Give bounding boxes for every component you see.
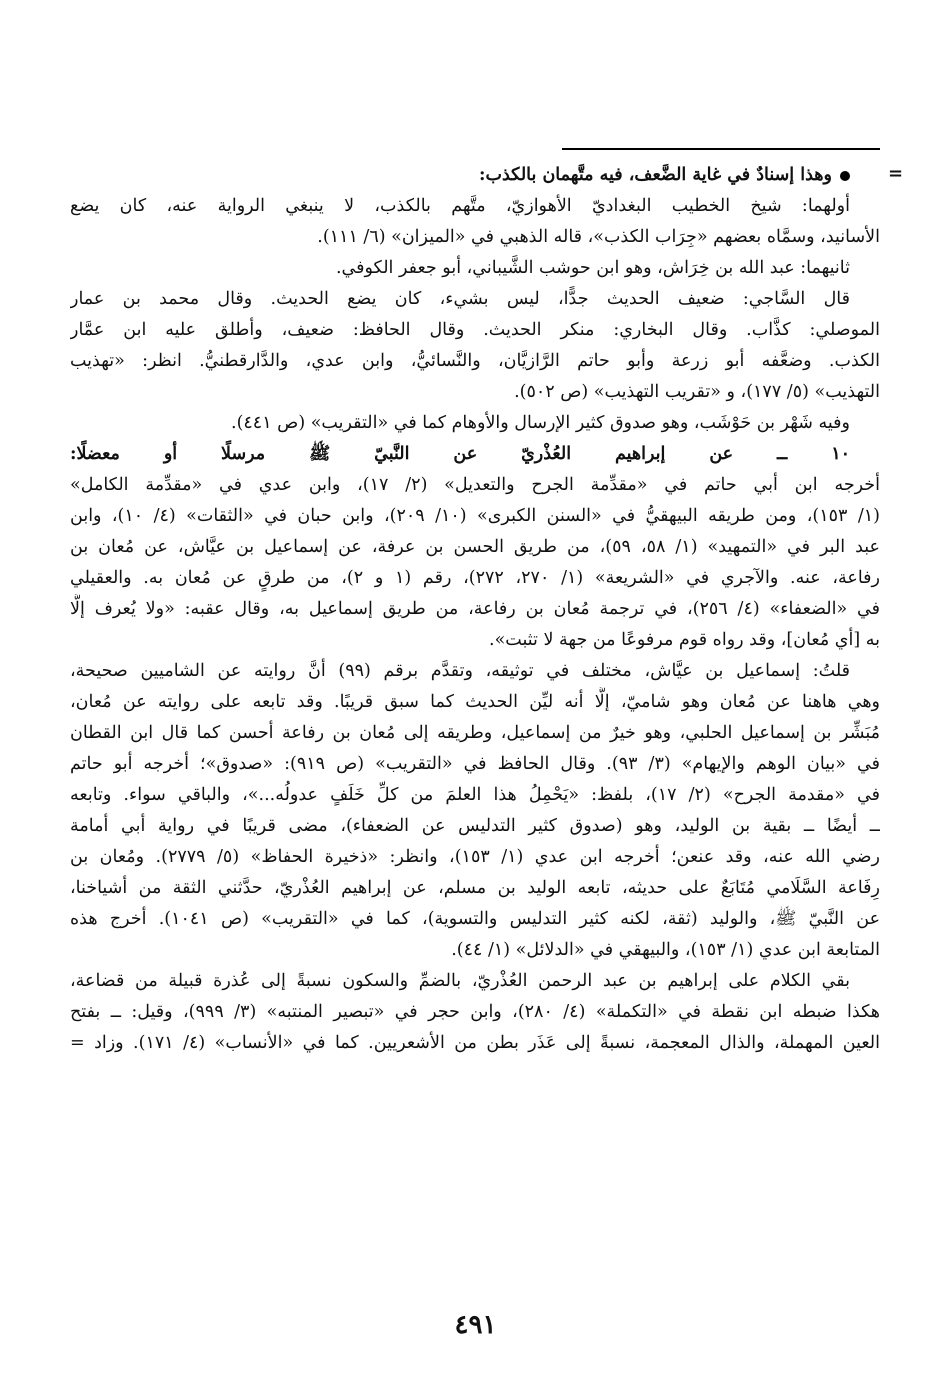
text-line: العين المهملة، والذال المعجمة، نسبةً إلى عَذَر بطن من الأشعريين. كما في «الأنساب» (٤/ ١٧١). وزاد = <box>70 1033 880 1053</box>
text-line: المتابعة ابن عدي (١/ ١٥٣)، والبيهقي في «الدلائل» (١/ ٤٤). <box>451 940 880 960</box>
text-line: رضي الله عنه، وقد عنعن؛ أخرجه ابن عدي (١/ ١٥٣)، وانظر: «ذخيرة الحفاظ» (٥/ ٢٧٧٩). ومُعان بن <box>70 847 880 867</box>
continuation-mark: = <box>888 163 904 184</box>
text-line: أخرجه ابن أبي حاتم في «مقدِّمة الجرح والتعديل» (٢/ ١٧)، وابن عدي في «مقدِّمة الكامل» <box>70 475 880 495</box>
text-line: في «بيان الوهم والإيهام» (٣/ ٩٣). وقال الحافظ في «التقريب» (ص ٩١٩): «صدوق»؛ أخرجه أبو حاتم <box>70 754 880 774</box>
text-line: التهذيب» (٥/ ١٧٧)، و «تقريب التهذيب» (ص ٥٠٢). <box>514 382 880 402</box>
text-line: قال السَّاجي: ضعيف الحديث جدًّا، ليس بشيء، كان يضع الحديث. وقال محمد بن عمار <box>70 289 850 309</box>
text-line: رفاعة، عنه. والآجري في «الشريعة» (١/ ٢٧٠، ٢٧٢)، رقم (١ و ٢)، من طرقٍ عن مُعان به. والعقيلي <box>70 568 880 588</box>
bullet-icon <box>840 171 850 181</box>
footnote-separator-rule <box>562 148 880 150</box>
text-line: وهذا إسنادٌ في غاية الضَّعف، فيه متَّهمان بالكذب: <box>70 160 880 191</box>
text-line: مُبَشِّر بن إسماعيل الحلبي، وهو خيرٌ من إسماعيل، وطريقه إلى مُعان بن رفاعة أحسن كما قال ابن القطان <box>70 723 880 743</box>
text-line: رِفَاعة السَّلَامي مُتَابَعٌ على حديثه، تابعه الوليد بن مسلم، عن إبراهيم العُذْريّ، حدَّثني الثقة من أشياخنا، <box>70 878 880 898</box>
page-number: ٤٩١ <box>454 1310 497 1340</box>
footnote-text-block <box>70 160 880 1059</box>
text-line: عبد البر في «التمهيد» (١/ ٥٨، ٥٩)، من طريق الحسن بن عرفة، عن إسماعيل بن عيَّاش، عن مُعان بن <box>70 537 880 557</box>
text-line: به [أي مُعان]، وقد رواه قوم مرفوعًا من جهة لا تثبت». <box>489 630 880 650</box>
text-line: أولهما: شيخ الخطيب البغداديّ الأهوازيّ، متَّهم بالكذب، لا ينبغي الرواية عنه، كان يضع <box>70 196 850 216</box>
text-line: (١/ ١٥٣)، ومن طريقه البيهقيُّ في «السنن الكبرى» (١٠/ ٢٠٩)، وابن حبان في «الثقات» (٤/ ١٠)، وابن <box>70 506 880 526</box>
text-line: وهي هاهنا عن مُعان وهو شاميّ، إلَّا أنه ليِّن الحديث كما سبق قريبًا. وقد تابعه على روايته عن مُعان، <box>70 692 880 712</box>
text-line: ثانيهما: عبد الله بن خِرَاش، وهو ابن حوشب الشَّيباني، أبو جعفر الكوفي. <box>335 258 850 278</box>
text-line: ١٠ ــ عن إبراهيم العُذْريّ عن النَّبيّ ﷺ مرسلًا أو معضلًا: <box>70 444 850 464</box>
text-line: وفيه شَهْر بن حَوْشَب، وهو صدوق كثير الإرسال والأوهام كما في «التقريب» (ص ٤٤١). <box>231 413 850 433</box>
text-line: الموصلي: كذَّاب. وقال البخاري: منكر الحديث. وقال الحافظ: ضعيف، وأطلق عليه ابن عمَّار <box>70 320 880 340</box>
text-line: الكذب. وضعَّفه أبو زرعة وأبو حاتم الرَّازيَّان، والنَّسائيُّ، وابن عدي، والدَّارقطنيُّ. انظر: «تهذيب <box>70 351 880 371</box>
text-line: عن النَّبيّ ﷺ، والوليد (ثقة، لكنه كثير التدليس والتسوية)، كما في «التقريب» (ص ١٠٤١). أخرج هذه <box>70 909 880 929</box>
text-line: ــ أيضًا ــ بقية بن الوليد، وهو (صدوق كثير التدليس عن الضعفاء)، مضى قريبًا في رواية أبي أمامة <box>70 816 880 836</box>
text-line: هكذا ضبطه ابن نقطة في «التكملة» (٤/ ٢٨٠)، وابن حجر في «تبصير المنتبه» (٣/ ٩٩٩)، وقيل: ــ بفتح <box>70 1002 880 1022</box>
text-line: بقي الكلام على إبراهيم بن عبد الرحمن العُذْريّ، بالضمِّ والسكون نسبةً إلى عُذرة قبيلة من قضاعة، <box>70 971 850 991</box>
text-line: الأسانيد، وسمَّاه بعضهم «جِرَاب الكذب»، قاله الذهبي في «الميزان» (٦/ ١١١). <box>317 227 880 247</box>
text-line: قلتُ: إسماعيل بن عيَّاش، مختلف في توثيقه، وتقدَّم برقم (٩٩) أنَّ روايته عن الشاميين صحيحة، <box>70 661 850 681</box>
text-line: في «الضعفاء» (٤/ ٢٥٦)، في ترجمة مُعان بن رفاعة، من طريق إسماعيل به، وقال عقبه: «ولا يُعرف إلَّا <box>70 599 880 619</box>
text-line: في «مقدمة الجرح» (٢/ ١٧)، بلفظ: «يَحْمِلُ هذا العلمَ من كلِّ خَلَفٍ عدولُه...»، والباقي سواء. وتابعه <box>70 785 880 805</box>
